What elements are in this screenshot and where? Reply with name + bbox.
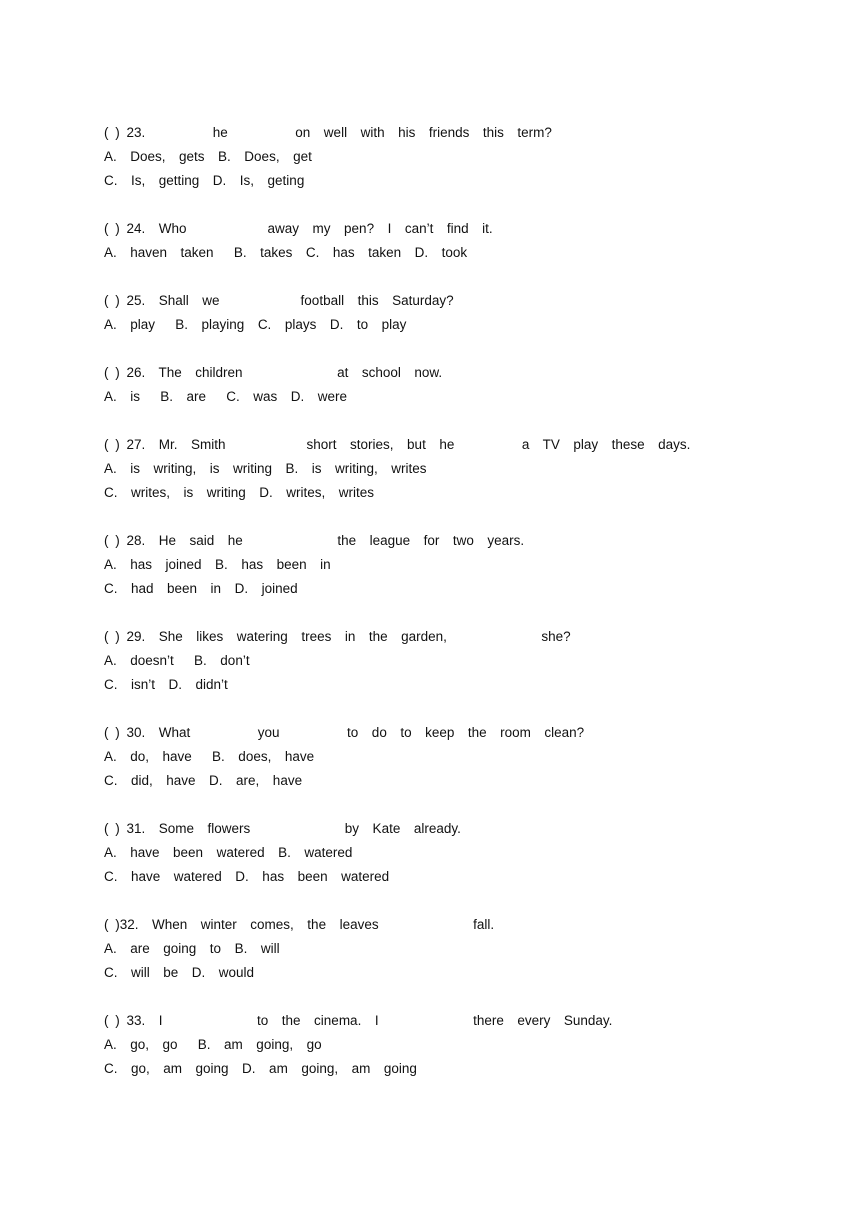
question-stem: ( ) 31. Some flowers by Kate already.: [104, 821, 461, 836]
question-32: [104, 913, 824, 985]
answer-options: C. isn’t D. didn’t: [104, 677, 228, 692]
answer-options: C. had been in D. joined: [104, 581, 298, 596]
question-30: [104, 721, 824, 793]
question-33: [104, 1009, 824, 1081]
question-stem: ( ) 28. He said he the league for two years.: [104, 533, 525, 548]
question-23: [104, 121, 824, 193]
question-25: [104, 289, 824, 337]
answer-options: C. will be D. would: [104, 965, 255, 980]
answer-options: A. have been watered B. watered: [104, 845, 353, 860]
answer-options: A. go, go B. am going, go: [104, 1037, 322, 1052]
question-28: [104, 529, 824, 601]
question-stem: ( )32. When winter comes, the leaves fall.: [104, 917, 495, 932]
question-stem: ( ) 26. The children at school now.: [104, 365, 443, 380]
question-stem: ( ) 23. he on well with his friends this term?: [104, 125, 552, 140]
question-stem: ( ) 24. Who away my pen? I can’t find it.: [104, 221, 493, 236]
answer-options: A. is B. are C. was D. were: [104, 389, 348, 404]
question-stem: ( ) 33. I to the cinema. I there every Sunday.: [104, 1013, 613, 1028]
question-31: [104, 817, 824, 889]
answer-options: A. is writing, is writing B. is writing, writes: [104, 461, 427, 476]
answer-options: A. haven taken B. takes C. has taken D. took: [104, 245, 468, 260]
question-26: [104, 361, 824, 409]
answer-options: C. Is, getting D. Is, geting: [104, 173, 305, 188]
question-29: [104, 625, 824, 697]
question-27: [104, 433, 824, 505]
answer-options: C. have watered D. has been watered: [104, 869, 390, 884]
question-stem: ( ) 25. Shall we football this Saturday?: [104, 293, 454, 308]
answer-options: C. go, am going D. am going, am going: [104, 1061, 417, 1076]
question-stem: ( ) 29. She likes watering trees in the garden, she?: [104, 629, 571, 644]
answer-options: C. writes, is writing D. writes, writes: [104, 485, 375, 500]
answer-options: A. Does, gets B. Does, get: [104, 149, 312, 164]
answer-options: A. doesn’t B. don’t: [104, 653, 250, 668]
answer-options: C. did, have D. are, have: [104, 773, 303, 788]
answer-options: A. do, have B. does, have: [104, 749, 315, 764]
answer-options: A. play B. playing C. plays D. to play: [104, 317, 407, 332]
question-stem: ( ) 27. Mr. Smith short stories, but he a TV play these days.: [104, 437, 691, 452]
question-stem: ( ) 30. What you to do to keep the room clean?: [104, 725, 585, 740]
answer-options: A. are going to B. will: [104, 941, 280, 956]
answer-options: A. has joined B. has been in: [104, 557, 331, 572]
worksheet-page: [104, 121, 824, 1105]
question-24: [104, 217, 824, 265]
